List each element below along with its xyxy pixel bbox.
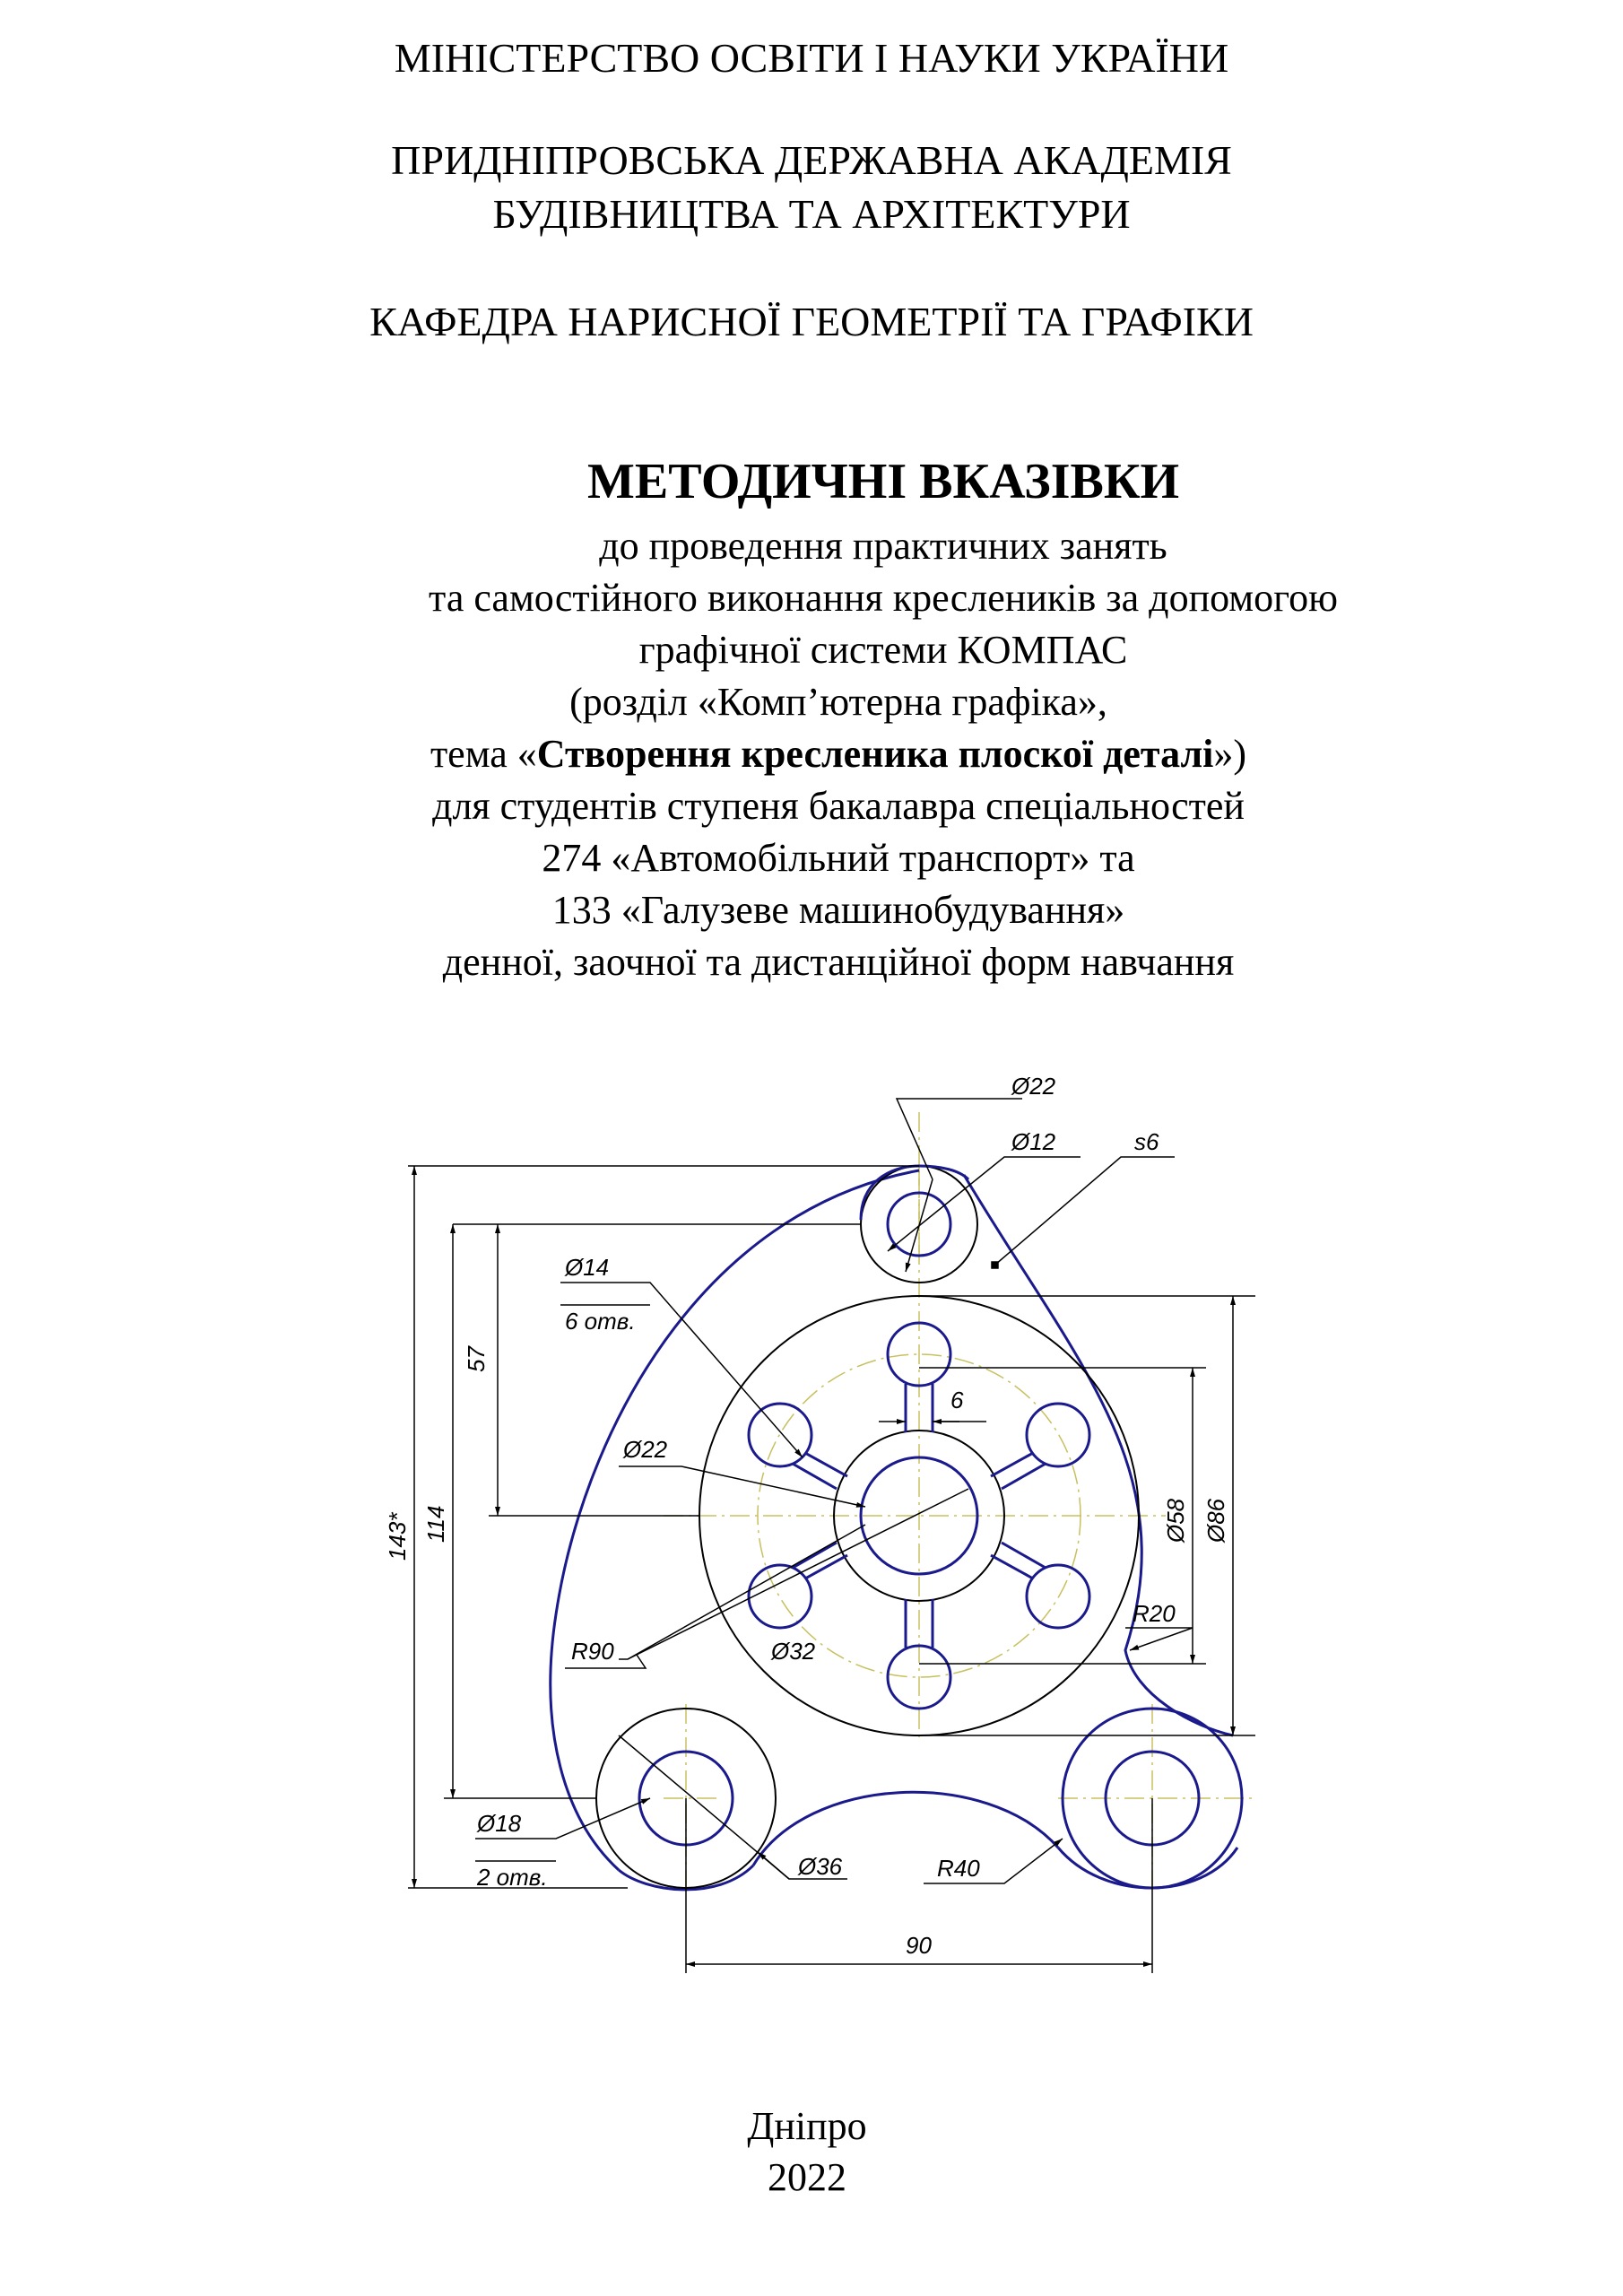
leader-s6 bbox=[995, 1157, 1175, 1265]
label-r20: R20 bbox=[1133, 1600, 1176, 1627]
label-r40: R40 bbox=[937, 1855, 980, 1882]
label-2-holes: 2 отв. bbox=[477, 1864, 548, 1891]
ministry-name: МІНІСТЕРСТВО ОСВІТИ І НАУКИ УКРАЇНИ bbox=[394, 35, 1229, 81]
slot-hole-lower-right bbox=[1027, 1565, 1089, 1628]
topic-suffix: ») bbox=[1213, 732, 1247, 776]
label-d18: Ø18 bbox=[477, 1810, 522, 1837]
description-line-9: денної, заочної та дистанційної форм навчання bbox=[442, 940, 1235, 984]
department-name: КАФЕДРА НАРИСНОЇ ГЕОМЕТРІЇ ТА ГРАФІКИ bbox=[369, 299, 1254, 344]
label-d12: Ø12 bbox=[1011, 1128, 1056, 1155]
topic-title: Створення кресленика плоскої деталі bbox=[536, 732, 1214, 776]
description-line-4: (розділ «Комп’ютерна графіка», bbox=[569, 680, 1107, 724]
label-d86: Ø86 bbox=[1202, 1498, 1229, 1543]
description-line-8: 133 «Галузеве машинобудування» bbox=[551, 888, 1125, 932]
description-line-7: 274 «Автомобільний транспорт» та bbox=[542, 836, 1135, 880]
description-line-2: та самостійного виконання креслеників за допомогою bbox=[429, 576, 1338, 620]
description-line-3: графічної системи КОМПАС bbox=[638, 628, 1128, 672]
label-114: 114 bbox=[422, 1505, 449, 1543]
label-6-holes: 6 отв. bbox=[565, 1308, 636, 1335]
label-d22-top: Ø22 bbox=[1011, 1073, 1056, 1100]
label-143: 143* bbox=[384, 1512, 411, 1561]
description-line-1: до проведення практичних занять bbox=[599, 524, 1167, 568]
label-6: 6 bbox=[950, 1387, 964, 1413]
label-r90: R90 bbox=[571, 1638, 614, 1665]
topic-prefix: тема « bbox=[430, 732, 537, 776]
label-90: 90 bbox=[906, 1932, 932, 1959]
label-s6: s6 bbox=[1134, 1128, 1159, 1155]
label-d36: Ø36 bbox=[798, 1853, 843, 1880]
document-title: МЕТОДИЧНІ ВКАЗІВКИ bbox=[587, 454, 1179, 509]
leader-r20 bbox=[1125, 1628, 1193, 1650]
label-d32: Ø32 bbox=[771, 1638, 816, 1665]
leader-d22-mid bbox=[619, 1466, 865, 1507]
leader-d32 bbox=[619, 1525, 865, 1659]
label-57: 57 bbox=[463, 1346, 490, 1372]
academy-name-line1: ПРИДНІПРОВСЬКА ДЕРЖАВНА АКАДЕМІЯ bbox=[391, 137, 1232, 183]
description-line-6: для студентів ступеня бакалавра спеціальностей bbox=[432, 784, 1245, 828]
s6-point bbox=[992, 1262, 998, 1268]
slot-hole-lower-left bbox=[749, 1565, 812, 1628]
label-d22-mid: Ø22 bbox=[623, 1436, 668, 1463]
academy-name-line2: БУДІВНИЦТВА ТА АРХІТЕКТУРИ bbox=[492, 191, 1131, 237]
dimension-lines bbox=[408, 1099, 1255, 1973]
label-d14: Ø14 bbox=[565, 1254, 610, 1281]
label-d58: Ø58 bbox=[1162, 1498, 1189, 1543]
city: Дніпро bbox=[747, 2104, 867, 2148]
slot-hole-upper-right bbox=[1027, 1404, 1089, 1466]
year: 2022 bbox=[768, 2155, 846, 2199]
